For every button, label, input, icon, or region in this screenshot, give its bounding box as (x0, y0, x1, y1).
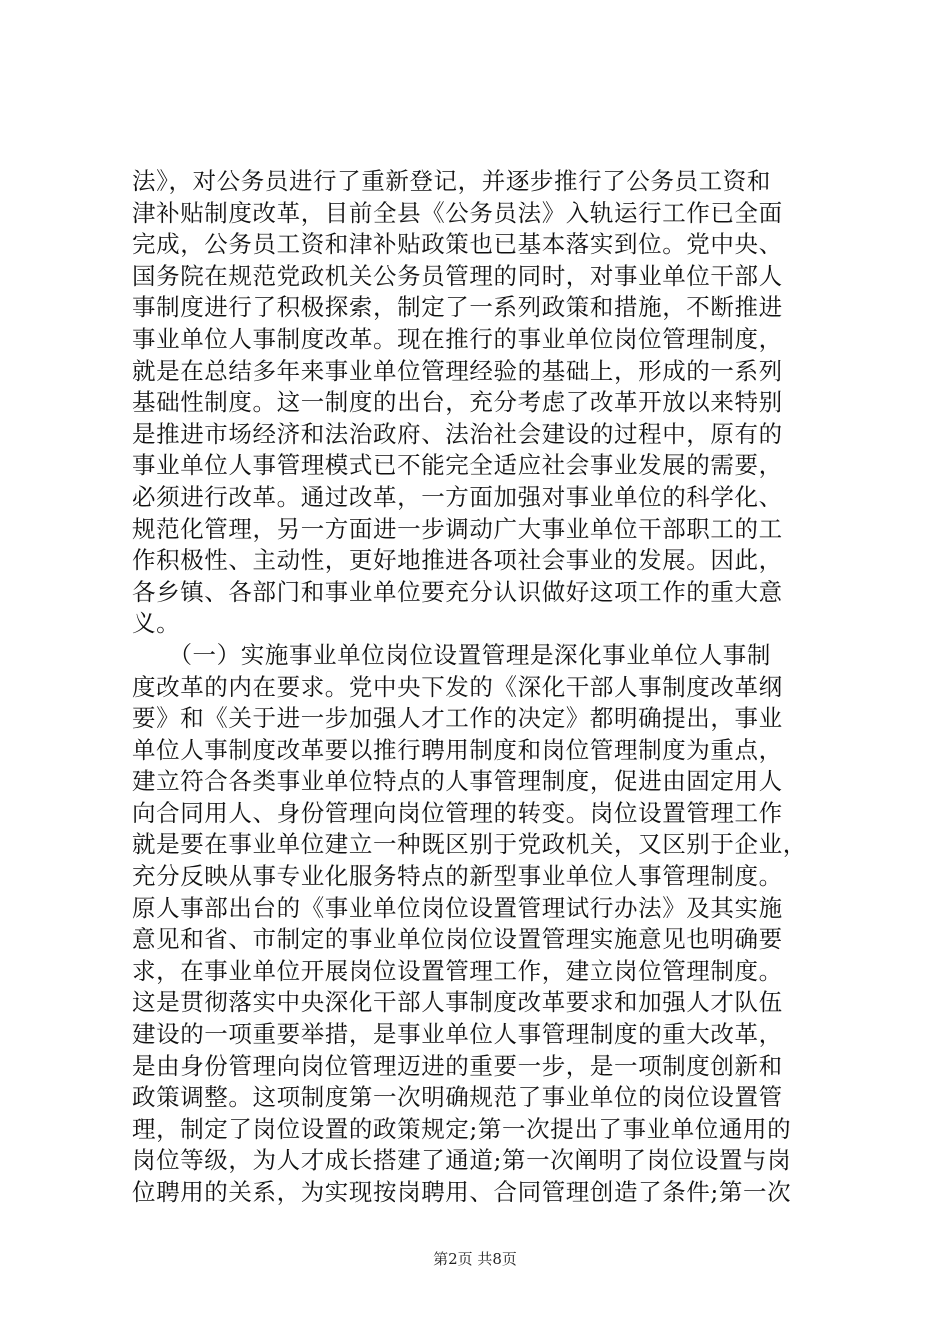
text-line: 各乡镇、各部门和事业单位要充分认识做好这项工作的重大意 (132, 577, 783, 606)
text-line: 岗位等级，为人才成长搭建了通道;第一次阐明了岗位设置与岗 (132, 1146, 792, 1175)
text-line: 事业单位人事制度改革。现在推行的事业单位岗位管理制度， (132, 324, 783, 353)
text-line: 建立符合各类事业单位特点的人事管理制度，促进由固定用人 (132, 767, 783, 796)
text-line: （一）实施事业单位岗位设置管理是深化事业单位人事制 (132, 640, 771, 669)
text-line: 必须进行改革。通过改革，一方面加强对事业单位的科学化、 (132, 482, 783, 511)
text-line: 是由身份管理向岗位管理迈进的重要一步，是一项制度创新和 (132, 1051, 783, 1080)
page-footer: 第2页 共8页 (433, 1250, 517, 1268)
text-line: 这是贯彻落实中央深化干部人事制度改革要求和加强人才队伍 (132, 988, 783, 1017)
body-text (132, 166, 832, 1209)
text-line: 理，制定了岗位设置的政策规定;第一次提出了事业单位通用的 (132, 1114, 792, 1143)
text-line: 向合同用人、身份管理向岗位管理的转变。岗位设置管理工作 (132, 798, 783, 827)
text-line: 原人事部出台的《事业单位岗位设置管理试行办法》及其实施 (132, 893, 783, 922)
text-line: 单位人事制度改革要以推行聘用制度和岗位管理制度为重点， (132, 735, 783, 764)
text-line: 充分反映从事专业化服务特点的新型事业单位人事管理制度。 (132, 862, 783, 891)
text-line: 政策调整。这项制度第一次明确规范了事业单位的岗位设置管 (132, 1083, 783, 1112)
text-line: 完成，公务员工资和津补贴政策也已基本落实到位。党中央、 (132, 230, 783, 259)
text-line: 基础性制度。这一制度的出台，充分考虑了改革开放以来特别 (132, 388, 783, 417)
text-line: 度改革的内在要求。党中央下发的《深化干部人事制度改革纲 (132, 672, 783, 701)
text-line: 事制度进行了积极探索，制定了一系列政策和措施，不断推进 (132, 293, 783, 322)
text-line: 事业单位人事管理模式已不能完全适应社会事业发展的需要， (132, 451, 783, 480)
text-line: 法》，对公务员进行了重新登记，并逐步推行了公务员工资和 (132, 167, 771, 195)
text-line: 求，在事业单位开展岗位设置管理工作，建立岗位管理制度。 (132, 956, 783, 985)
text-line: 国务院在规范党政机关公务员管理的同时，对事业单位干部人 (132, 261, 783, 290)
text-line: 就是在总结多年来事业单位管理经验的基础上，形成的一系列 (132, 356, 783, 385)
text-line: 就是要在事业单位建立一种既区别于党政机关，又区别于企业， (132, 830, 807, 859)
text-line: 建设的一项重要举措，是事业单位人事管理制度的重大改革， (132, 1020, 783, 1049)
text-line: 规范化管理，另一方面进一步调动广大事业单位干部职工的工 (132, 514, 783, 543)
text-line: 位聘用的关系，为实现按岗聘用、合同管理创造了条件;第一次 (132, 1178, 792, 1206)
text-line: 是推进市场经济和法治政府、法治社会建设的过程中，原有的 (132, 419, 783, 448)
text-line: 津补贴制度改革，目前全县《公务员法》入轨运行工作已全面 (132, 198, 783, 227)
text-line: 作积极性、主动性，更好地推进各项社会事业的发展。因此， (132, 546, 783, 575)
text-line: 意见和省、市制定的事业单位岗位设置管理实施意见也明确要 (132, 925, 783, 954)
text-line: 要》和《关于进一步加强人才工作的决定》都明确提出，事业 (132, 704, 783, 733)
text-line: 义。 (132, 609, 181, 638)
